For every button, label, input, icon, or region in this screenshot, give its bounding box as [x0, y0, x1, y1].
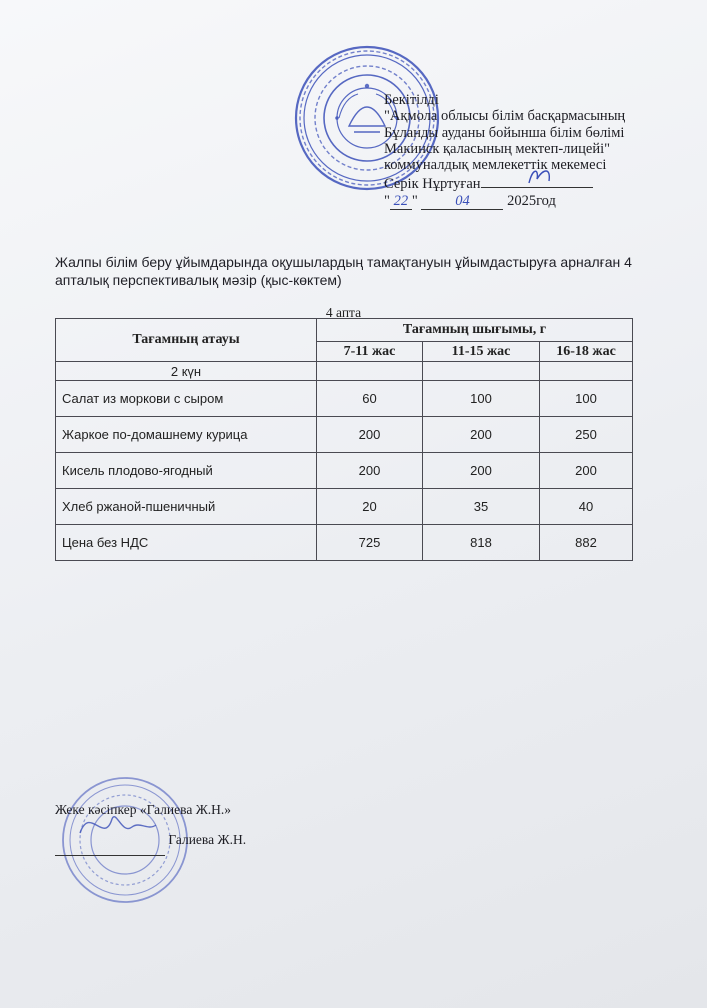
dish-name: Хлеб ржаной-пшеничный: [56, 489, 317, 525]
handwritten-signature: [481, 165, 593, 187]
approval-signer-row: [384, 173, 684, 192]
contractor-name: Жеке кәсіпкер «Галиева Ж.Н.»: [55, 802, 232, 817]
day-label: 2 күн: [56, 362, 317, 381]
yield-value: 200: [317, 417, 423, 453]
date-month: 04: [421, 193, 503, 210]
approval-heading: Бекітілді: [384, 92, 439, 108]
dish-name: Кисель плодово-ягодный: [56, 453, 317, 489]
week-label: 4 апта: [325, 305, 362, 320]
yield-value: 20: [317, 489, 423, 525]
date-day: 22: [390, 193, 412, 210]
yield-value: 200: [317, 453, 423, 489]
header-dish-name: Тағамның атауы: [56, 319, 317, 362]
table-row: [56, 381, 633, 417]
header-age-group: 11-15 жас: [423, 342, 540, 362]
contractor-sign-row: [55, 825, 355, 856]
table-row: [56, 453, 633, 489]
dish-name: Жаркое по-домашнему курица: [56, 417, 317, 453]
header-age-group: 16-18 жас: [540, 342, 633, 362]
approval-date-row: " 22 " 04 2025год: [384, 192, 556, 209]
menu-table: [55, 318, 633, 561]
table-row: [56, 489, 633, 525]
footer-block: [55, 795, 355, 856]
approval-line: коммуналдық мемлекеттік мекемесі: [384, 157, 607, 174]
signature-line: [55, 825, 165, 856]
table-row: [56, 417, 633, 453]
yield-value: 200: [423, 417, 540, 453]
approval-signer: Серік Нұртуған: [384, 176, 481, 193]
price-value: 818: [423, 525, 540, 561]
price-value: 882: [540, 525, 633, 561]
approval-line: "Ақмола облысы білім басқармасының: [384, 108, 626, 125]
table-day-row: [56, 362, 633, 381]
yield-value: 200: [540, 453, 633, 489]
table-row-price: [56, 525, 633, 561]
price-value: 725: [317, 525, 423, 561]
document-title: Жалпы білім беру ұйымдарында оқушылардың тамақтануын ұйымдастыруға арналған 4 апталық перспективалық мәзір (қыс-көктем): [55, 254, 632, 288]
yield-value: 250: [540, 417, 633, 453]
price-label: Цена без НДС: [56, 525, 317, 561]
yield-value: 60: [317, 381, 423, 417]
yield-value: 35: [423, 489, 540, 525]
yield-value: 200: [423, 453, 540, 489]
yield-value: 100: [423, 381, 540, 417]
signature-line: [481, 173, 593, 188]
approval-line: Макинск қаласының мектеп-лицейі": [384, 140, 611, 157]
yield-value: 100: [540, 381, 633, 417]
header-age-group: 7-11 жас: [317, 342, 423, 362]
approval-block: [384, 92, 684, 210]
table-header-row: [56, 319, 633, 342]
approval-line: Бұланды ауданы бойынша білім бөлімі: [384, 124, 625, 141]
header-yield: Тағамның шығымы, г: [317, 319, 633, 342]
date-year: 2025год: [507, 192, 556, 209]
contractor-signer: Галиева Ж.Н.: [168, 832, 247, 847]
dish-name: Салат из моркови с сыром: [56, 381, 317, 417]
yield-value: 40: [540, 489, 633, 525]
